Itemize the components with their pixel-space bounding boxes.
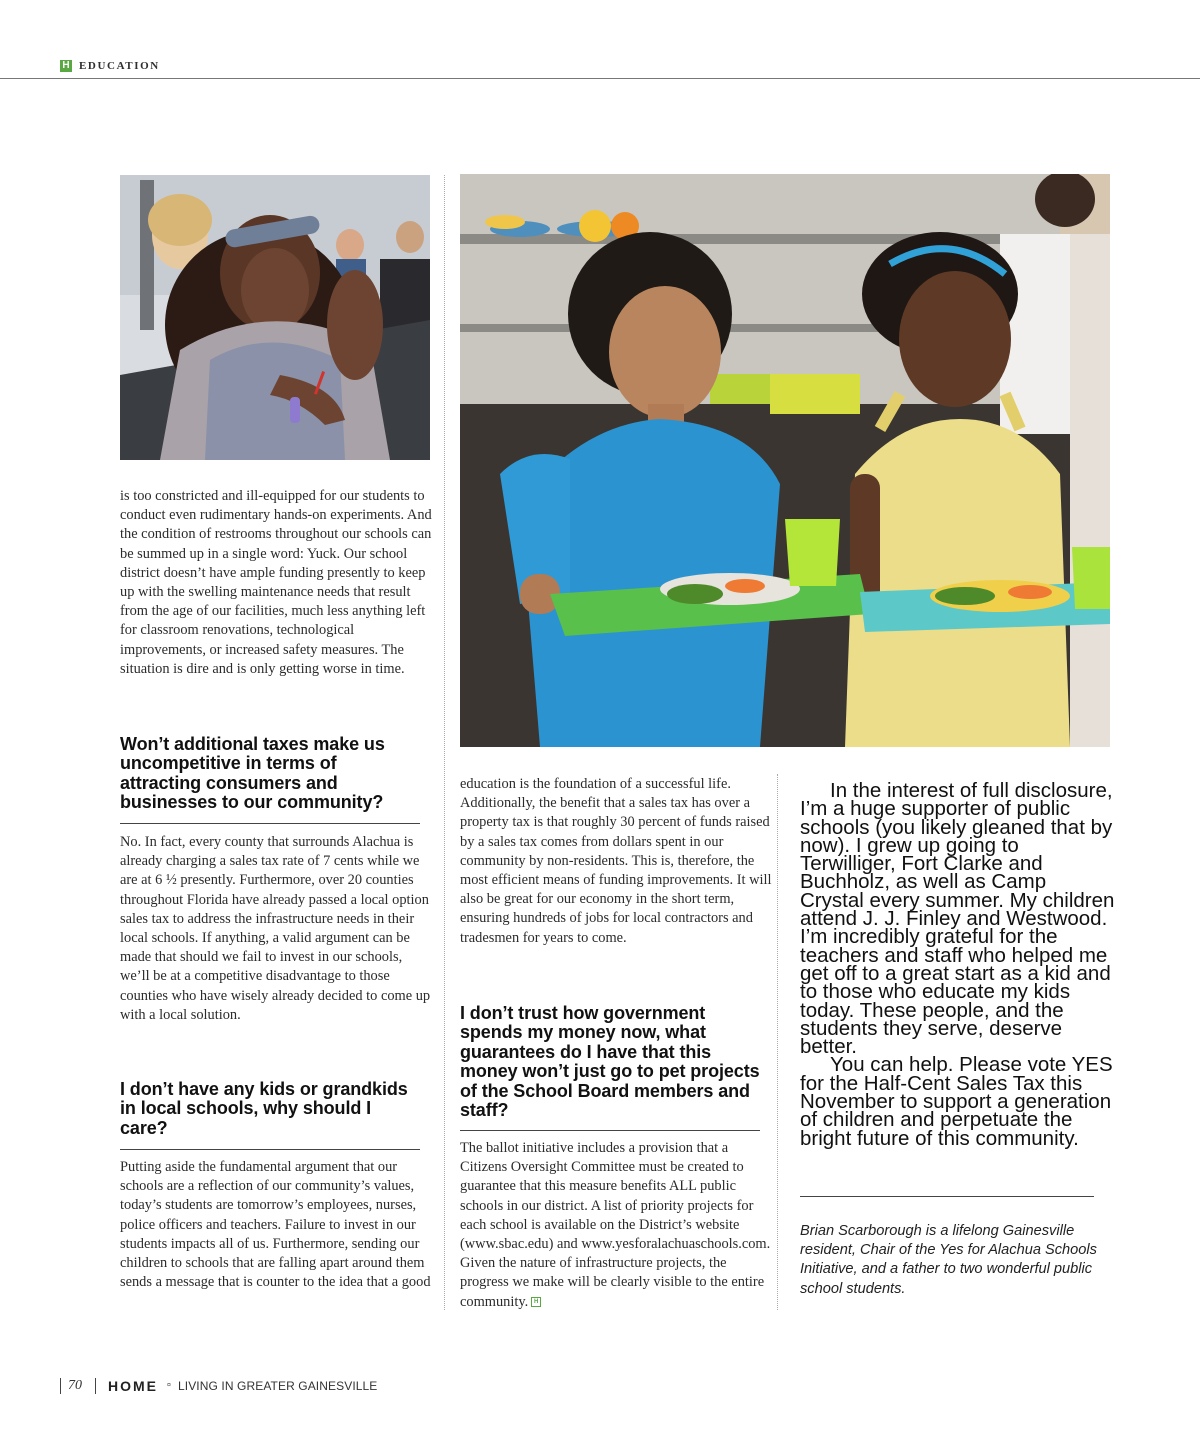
- magazine-name: HOME: [108, 1378, 158, 1394]
- footer-divider: [60, 1378, 61, 1394]
- photo-student-writing: [120, 175, 430, 460]
- section-badge-icon: H: [60, 60, 72, 72]
- author-bio: Brian Scarborough is a lifelong Gainesville resident, Chair of the Yes for Alachua Schools Initiative, and a father to two wonderful public school students.: [800, 1223, 1097, 1297]
- page-number: 70: [68, 1378, 82, 1393]
- column-divider: [777, 774, 778, 1310]
- heading-rule: [120, 823, 420, 824]
- section-label: EDUCATION: [79, 60, 160, 72]
- column-divider: [444, 175, 445, 1310]
- answer-paragraph: [460, 1139, 772, 1312]
- question-heading: I don’t trust how government spends my money now, what guarantees do I have that this money won’t just go to pet projects of the School Board members and staff?: [460, 1003, 760, 1121]
- bio-rule: [800, 1196, 1094, 1197]
- continuation-paragraph: education is the foundation of a successful life. Additionally, the benefit that a sales tax has over a property tax is that roughly 30 percent of funds raised by a sales tax comes from dollars spent in our community by non-residents. This is, therefore, the most efficient means of funding improvements. It will also be great for our economy in the short term, ensuring hundreds of jobs for local contractors and tradesmen for years to come.: [460, 776, 772, 946]
- disclosure-paragraph: In the interest of full disclosure, I’m a huge supporter of public schools (you likely gleaned that by now). I grew up going to Terwilliger, Fort Clarke and Buchholz, as well as Camp Crystal every summer. My children attend J. J. Finley and Westwood. I’m incredibly grateful for the teachers and staff who helped me get off to a great start as a kid and to those who educate my kids today. These people, and the students they serve, deserve better.: [800, 779, 1115, 1059]
- footer-divider: [95, 1378, 96, 1394]
- heading-rule: [460, 1130, 760, 1131]
- answer-paragraph: No. In fact, every county that surrounds Alachua is already charging a sales tax rate of 7 cents while we are at 6 ½ presently. Furthermore, over 20 counties throughout Florida have already passed a local option sales tax to address the infrastructure needs in their local schools. If anything, a valid argument can be made that should we fail to invest in our schools, we’ll be at a competitive disadvantage to those counties who have wisely already decided to come up with a local solution.: [120, 834, 431, 1023]
- call-to-action-paragraph: You can help. Please vote YES for the Half-Cent Sales Tax this November to support a generation of children and perpetuate the bright future of this community.: [800, 1053, 1113, 1150]
- article-end-icon: H: [531, 1297, 541, 1307]
- heading-rule: [120, 1149, 420, 1150]
- question-heading: I don’t have any kids or grandkids in local schools, why should I care?: [120, 1079, 408, 1138]
- intro-paragraph: is too constricted and ill-equipped for our students to conduct even rudimentary hands-on experiments. And the condition of restrooms throughout our schools can be summed up in a single word: Yuck. Our school district doesn’t have ample funding presently to keep up with the swelling maintenance needs that result from the age of our facilities, much less anything left for classroom renovations, technological improvements, or increased safety measures. The situation is dire and is only getting worse in time.: [120, 488, 432, 677]
- photo-kids-lunch-trays: [460, 174, 1110, 747]
- header-rule: [0, 78, 1200, 79]
- magazine-tagline: LIVING IN GREATER GAINESVILLE: [178, 1379, 378, 1393]
- closing-block: [800, 779, 1115, 1150]
- answer-text: The ballot initiative includes a provision that a Citizens Oversight Committee must be created to guarantee that this measure benefits ALL public schools in our district. A list of priority projects for each school is available on the District’s website (www.sbac.edu) and www.yesforalachuaschools.com. Given the nature of infrastructure projects, the progress we make will be clearly visible to the entire community.: [460, 1140, 771, 1310]
- question-heading: Won’t additional taxes make us uncompetitive in terms of attracting consumers and businesses to our community?: [120, 734, 385, 813]
- answer-paragraph: Putting aside the fundamental argument that our schools are a reflection of our community’s values, today’s students are tomorrow’s employees, nurses, police officers and teachers. Failure to invest in our students impacts all of us. Furthermore, sending our children to schools that are falling apart around them sends a message that is counter to the idea that a good: [120, 1159, 431, 1291]
- footer-mark-icon: ¤: [167, 1382, 171, 1389]
